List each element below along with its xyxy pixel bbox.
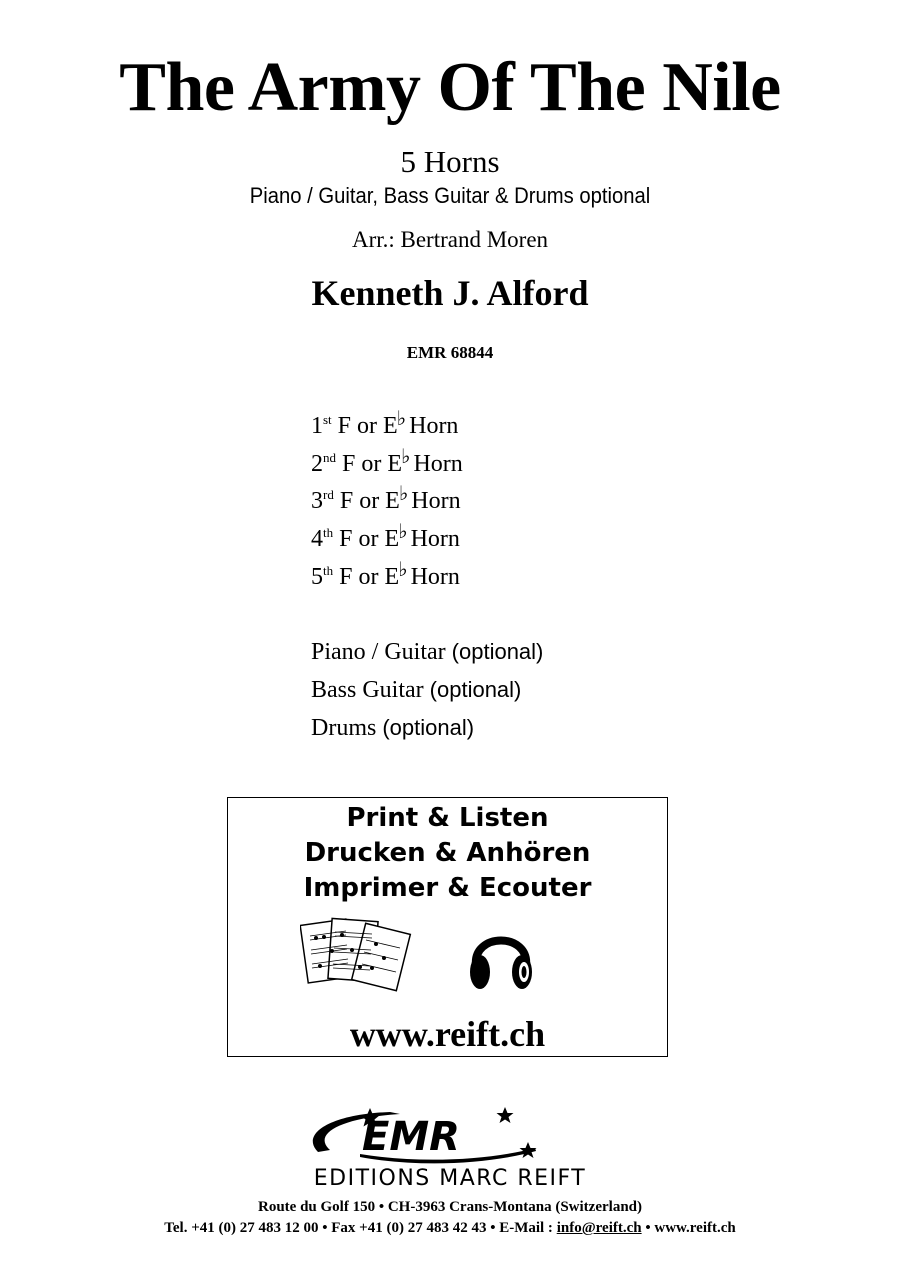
optional-part-name: Bass Guitar: [311, 677, 424, 703]
part-ordinal: rd: [323, 487, 334, 503]
publisher-contacts: [0, 1217, 900, 1239]
part-ordinal: st: [323, 412, 332, 427]
part-ordinal: nd: [323, 449, 336, 465]
flat-symbol: ♭: [398, 558, 408, 581]
promo-line-fr: Imprimer & Ecouter: [303, 873, 592, 903]
catalog-number: EMR 68844: [406, 343, 494, 362]
part-number: 1: [311, 413, 323, 439]
phone-fax-text: Tel. +41 (0) 27 483 12 00 • Fax +41 (0) 27 483 42 43 • E-Mail :: [164, 1220, 557, 1236]
print-listen-box: [227, 797, 668, 1057]
optional-part-item: [311, 671, 731, 709]
part-number: 2: [311, 450, 323, 477]
optional-part-item: [311, 709, 731, 747]
part-instrument: Horn: [410, 526, 460, 553]
optional-part-name: Drums: [311, 715, 377, 741]
publisher-address: Route du Golf 150 • CH-3963 Crans-Montana (Switzerland): [258, 1199, 642, 1215]
part-ordinal: th: [323, 525, 334, 541]
part-number: 5: [311, 563, 323, 590]
part-number: 4: [311, 526, 323, 553]
flat-symbol: ♭: [401, 445, 411, 468]
promo-line-de: Drucken & Anhören: [304, 838, 591, 868]
part-instrument: Horn: [409, 413, 459, 439]
part-instrument: Horn: [410, 563, 460, 590]
part-name: F or E: [339, 563, 400, 590]
part-number: 3: [311, 488, 323, 515]
optional-note: (optional): [382, 715, 475, 740]
part-instrument: Horn: [413, 450, 463, 477]
optional-parts-list: [311, 633, 731, 747]
optional-part-item: [311, 633, 731, 671]
sheet-music-icon: [300, 916, 412, 992]
part-item: [311, 559, 731, 597]
part-name: F or E: [337, 413, 398, 439]
publisher-name: EDITIONS MARC REIFT: [313, 1166, 587, 1191]
flat-symbol: ♭: [398, 521, 408, 544]
part-name: F or E: [342, 450, 402, 477]
part-name: F or E: [339, 526, 400, 553]
arranger: Arr.: Bertrand Moren: [351, 227, 549, 252]
part-item: [311, 521, 731, 559]
emr-logo: [300, 1104, 560, 1164]
optional-note: (optional): [451, 639, 544, 664]
flat-symbol: ♭: [398, 483, 409, 506]
part-item: [311, 408, 731, 446]
emr-logo-text: EMR: [362, 1114, 460, 1160]
parts-list: [311, 408, 731, 596]
part-ordinal: th: [323, 562, 334, 578]
website-text[interactable]: • www.reift.ch: [641, 1220, 736, 1236]
part-item: [311, 446, 731, 484]
subtitle: 5 Horns: [400, 144, 500, 179]
optional-part-name: Piano / Guitar: [311, 639, 446, 665]
flat-symbol: ♭: [396, 408, 407, 430]
promo-line-en: Print & Listen: [346, 803, 549, 833]
part-item: [311, 483, 731, 521]
headphones-icon: [466, 922, 536, 998]
optional-note: (optional): [429, 677, 522, 702]
promo-website-link[interactable]: www.reift.ch: [349, 1014, 546, 1054]
instrumentation-line: Piano / Guitar, Bass Guitar & Drums optional: [249, 183, 651, 208]
email-link[interactable]: info@reift.ch: [556, 1220, 642, 1236]
part-instrument: Horn: [411, 488, 461, 515]
page-title: The Army Of The Nile: [119, 49, 781, 126]
composer: Kenneth J. Alford: [311, 273, 589, 313]
part-name: F or E: [339, 488, 400, 515]
